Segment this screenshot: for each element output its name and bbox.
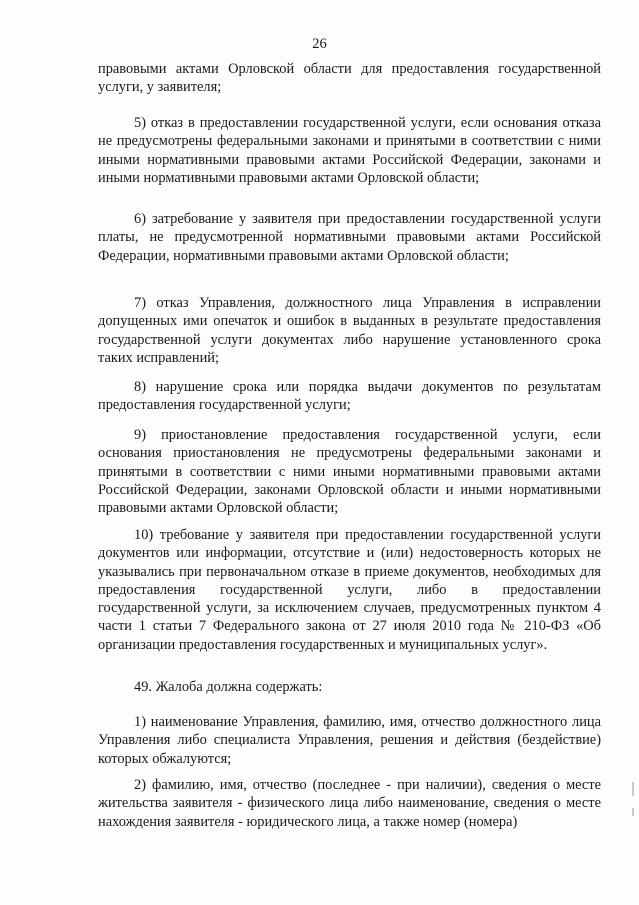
- paragraph-item-8: [98, 378, 601, 415]
- paragraph-item-2: [98, 776, 601, 831]
- paragraph-item-6: [98, 210, 601, 265]
- paragraph-item-5: [98, 114, 601, 187]
- paragraph-item-1: [98, 713, 601, 768]
- scan-margin-mark: [632, 808, 634, 816]
- paragraph-text: 8) нарушение срока или порядка выдачи документов по результатам предоставления государственной услуги;: [98, 379, 601, 414]
- paragraph-item-9: [98, 426, 601, 517]
- paragraph-item-7: [98, 294, 601, 367]
- paragraph-text: 9) приостановление предоставления государственной услуги, если основания приостановления не предусмотрены федеральными законами и принятыми в соответствии с ними иными нормативными правовыми актами Российской Федерации, законами Орловской области и иными нормативными правовыми актами Орловской области;: [98, 427, 601, 517]
- section-49-heading: [98, 678, 601, 696]
- paragraph-continuation: [98, 60, 601, 97]
- paragraph-text: правовыми актами Орловской области для предоставления государственной услуги, у заявителя;: [98, 61, 601, 96]
- paragraph-text: 49. Жалоба должна содержать:: [134, 679, 323, 695]
- page-number: 26: [312, 36, 327, 52]
- paragraph-item-10: [98, 526, 601, 654]
- paragraph-text: 1) наименование Управления, фамилию, имя, отчество должностного лица Управления либо специалиста Управления, решения и действия (бездействие) которых обжалуются;: [98, 714, 601, 767]
- paragraph-text: 7) отказ Управления, должностного лица Управления в исправлении допущенных ими опечаток и ошибок в выданных в результате предоставления государственной услуги документах либо нарушение установленного срока таких исправлений;: [98, 295, 601, 366]
- paragraph-text: 5) отказ в предоставлении государственной услуги, если основания отказа не предусмотрены федеральными законами и принятыми в соответствии с ними иными нормативными правовыми актами Российской Федерации, законами и иными нормативными правовыми актами Орловской области;: [98, 115, 601, 186]
- scan-margin-mark: [632, 782, 634, 796]
- paragraph-text: 6) затребование у заявителя при предоставлении государственной услуги платы, не предусмотренной нормативными правовыми актами Российской Федерации, нормативными правовыми актами Орловской области;: [98, 211, 601, 264]
- paragraph-text: 10) требование у заявителя при предоставлении государственной услуги документов или информации, отсутствие и (или) недостоверность которых не указывались при первоначальном отказе в приеме документов, необходимых для предоставления государственной услуги, либо в предоставлении государственной услуги, за исключением случаев, предусмотренных пунктом 4 части 1 статьи 7 Федерального закона от 27 июля 2010 года № 210-ФЗ «Об организации предоставления государственных и муниципальных услуг».: [98, 527, 601, 653]
- paragraph-text: 2) фамилию, имя, отчество (последнее - при наличии), сведения о месте жительства заявителя - физического лица либо наименование, сведения о месте нахождения заявителя - юридического лица, а также номер (номера): [98, 777, 601, 830]
